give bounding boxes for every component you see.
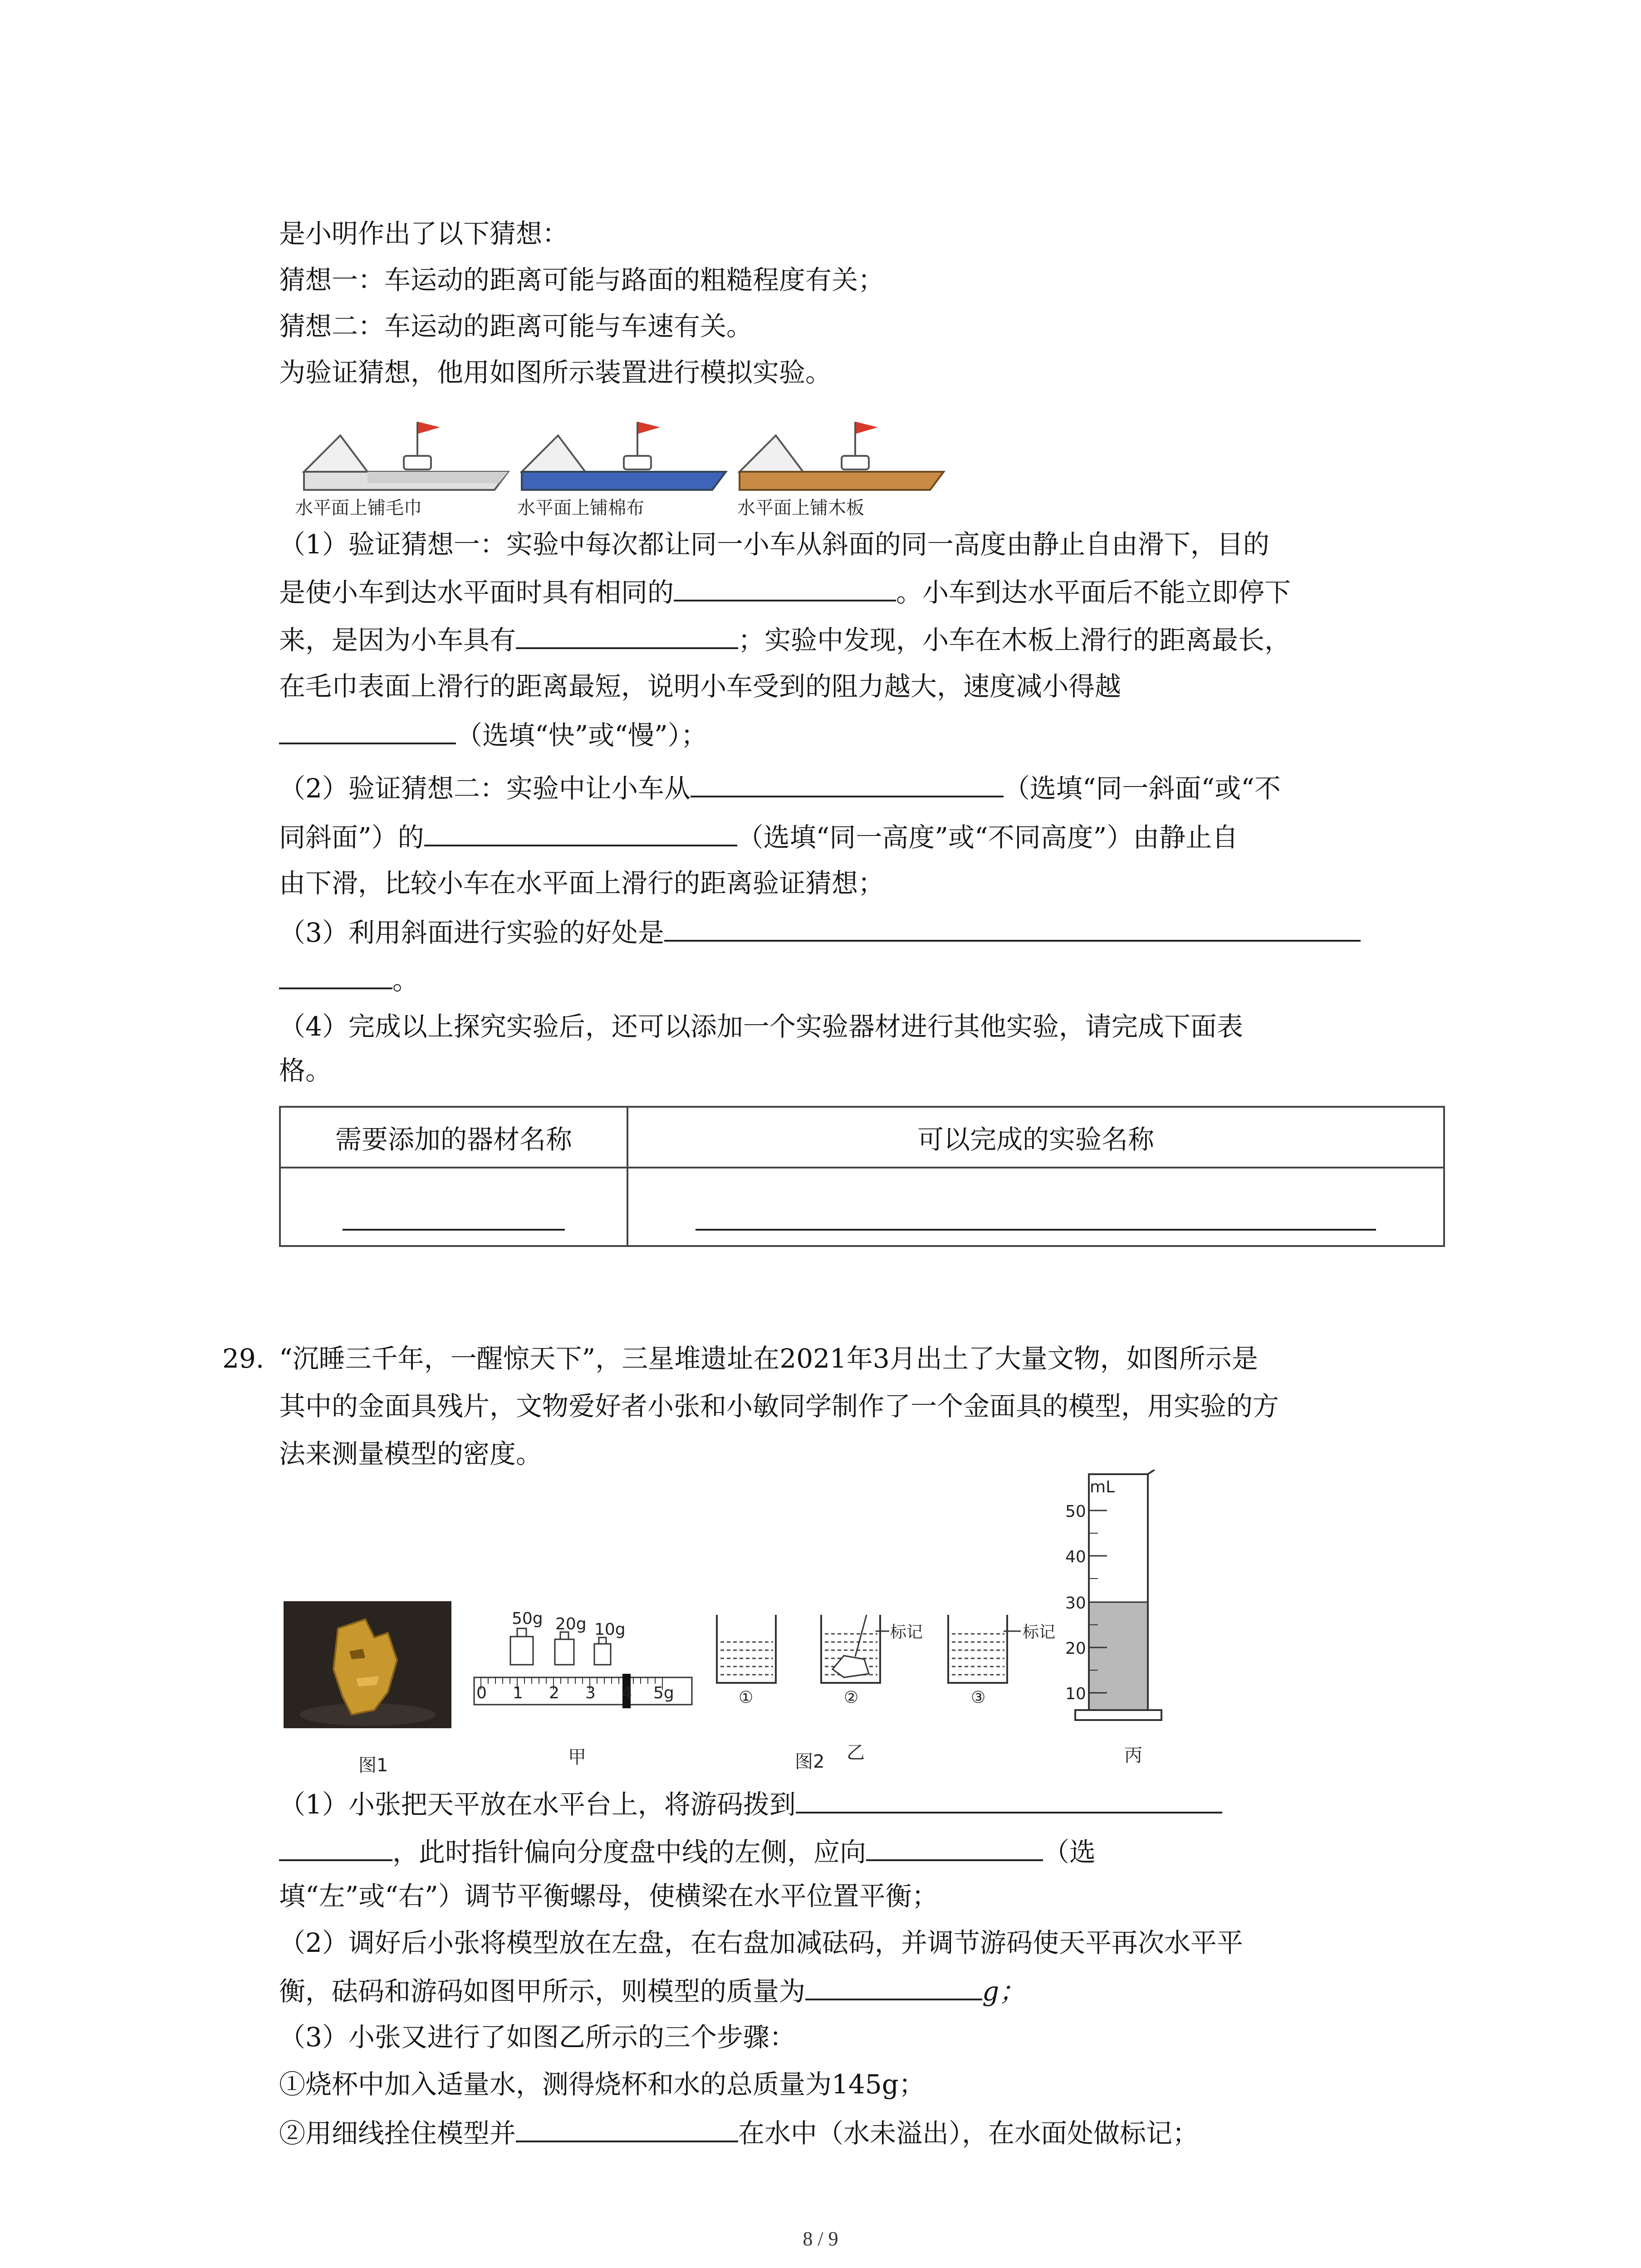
ruler-tick-1: 1 xyxy=(513,1684,523,1702)
q29-s2-c: g； xyxy=(982,1976,1026,2007)
answer-blank-benefit[interactable] xyxy=(664,915,1361,942)
fig-label-wood: 水平面上铺木板 xyxy=(737,498,864,518)
answer-blank-slope[interactable] xyxy=(691,771,1004,797)
q29-s1-line1 xyxy=(279,1787,1222,1820)
beakers-figure xyxy=(708,1606,1071,1715)
ramp-wood xyxy=(740,422,944,490)
answer-blank-zero-mark-cont[interactable] xyxy=(279,1835,392,1861)
q29-s2-a: （2）调好后小张将模型放在左盘，在右盘加减砝码，并调节游码使天平再次水平平 xyxy=(279,1927,1243,1958)
q29-line3: 法来测量模型的密度。 xyxy=(279,1438,543,1469)
q28-p2-c: 同斜面”）的 xyxy=(279,822,424,853)
q28-guess1: 猜想一：车运动的距离可能与路面的粗糙程度有关； xyxy=(279,264,885,295)
q28-p3-a: （3）利用斜面进行实验的好处是 xyxy=(279,917,664,948)
q29-s1-line2 xyxy=(279,1835,1096,1868)
q29-s2-b: 衡，砝码和游码如图甲所示，则模型的质量为 xyxy=(279,1976,806,2007)
q28-p1-b: 是使小车到达水平面时具有相同的 xyxy=(279,577,674,608)
ruler-tick-0: 0 xyxy=(476,1684,487,1702)
bing-caption: 丙 xyxy=(1124,1745,1142,1766)
ramp-towel xyxy=(304,422,508,490)
q29-s3-c: ②用细线拴住模型并 xyxy=(279,2118,516,2149)
weight-20g xyxy=(555,1632,574,1665)
beaker-num-3: ③ xyxy=(971,1688,986,1707)
answer-blank-benefit-cont[interactable] xyxy=(279,963,392,989)
answer-blank-experiment[interactable] xyxy=(696,1204,1376,1231)
weight-label-20g: 20g xyxy=(555,1615,587,1633)
q28-p1-d: 来，是因为小车具有 xyxy=(279,625,516,655)
q29-s3-b: ①烧杯中加入适量水，测得烧杯和水的总质量为145g； xyxy=(279,2069,925,2100)
q28-p3-line2 xyxy=(279,963,419,996)
q28-p1-c: 。小车到达水平面后不能立即停下 xyxy=(896,577,1291,608)
q29-s3-a: （3）小张又进行了如图乙所示的三个步骤： xyxy=(279,2022,796,2053)
q29-line1: “沉睡三千年，一醒惊天下”，三星堆遗址在2021年3月出土了大量文物，如图所示是 xyxy=(279,1343,1258,1374)
q28-p2-line2 xyxy=(279,820,1238,853)
cyl-tick-40: 40 xyxy=(1065,1548,1086,1566)
q28-p2-a: （2）验证猜想二：实验中让小车从 xyxy=(279,773,691,804)
cylinder-unit: mL xyxy=(1090,1478,1115,1496)
answer-blank-direction[interactable] xyxy=(866,1835,1043,1861)
q28-verify: 为验证猜想，他用如图所示装置进行模拟实验。 xyxy=(279,357,832,388)
cyl-tick-10: 10 xyxy=(1065,1685,1086,1703)
mark-label-2: 标记 xyxy=(890,1623,923,1642)
ruler-tick-2: 2 xyxy=(549,1684,559,1702)
answer-blank-mass[interactable] xyxy=(805,1974,982,2000)
q28-p2-line1 xyxy=(279,771,1281,804)
q28-p4-a: （4）完成以上探究实验后，还可以添加一个实验器材进行其他实验，请完成下面表 xyxy=(279,1011,1243,1042)
table-header-experiment: 可以完成的实验名称 xyxy=(627,1107,1444,1168)
fig2-caption: 图2 xyxy=(795,1751,825,1772)
q28-p1-e: ；实验中发现，小车在木板上滑行的距离最长， xyxy=(738,625,1291,655)
experiment-table xyxy=(279,1106,1445,1247)
q28-p2-d: （选填“同一高度”或“不同高度”）由静止自 xyxy=(737,822,1239,853)
mark-label-3: 标记 xyxy=(1023,1623,1056,1642)
q28-p1-a: （1）验证猜想一：实验中每次都让同一小车从斜面的同一高度由静止自由滑下，目的 xyxy=(279,529,1269,560)
q28-p2-e: 由下滑，比较小车在水平面上滑行的距离验证猜想； xyxy=(279,868,885,899)
fig-label-cotton: 水平面上铺棉布 xyxy=(517,498,644,518)
q28-p3-b: 。 xyxy=(392,965,419,996)
beaker-num-1: ① xyxy=(739,1688,754,1707)
q29-line2: 其中的金面具残片，文物爱好者小张和小敏同学制作了一个金面具的模型，用实验的方 xyxy=(279,1391,1279,1422)
q28-p2-b: （选填“同一斜面“或“不 xyxy=(1003,773,1281,804)
graduated-cylinder xyxy=(1071,1470,1180,1733)
q28-p1-line3 xyxy=(279,623,1291,656)
yi-caption: 乙 xyxy=(847,1742,865,1763)
q29-s1-c: （选 xyxy=(1043,1837,1096,1867)
q29-s1-d: 填“左”或“右”）调节平衡螺母，使横梁在水平位置平衡； xyxy=(279,1881,938,1911)
answer-blank-height[interactable] xyxy=(424,820,737,846)
beaker-num-2: ② xyxy=(844,1688,859,1707)
q29-s3-d: 在水中（水未溢出），在水面处做标记； xyxy=(738,2118,1199,2149)
q28-guess2: 猜想二：车运动的距离可能与车速有关。 xyxy=(279,311,753,342)
q28-p1-line2 xyxy=(279,575,1291,608)
ramp-cotton xyxy=(522,422,726,490)
fig-label-towel: 水平面上铺毛巾 xyxy=(295,498,422,518)
q28-p1-g: （选填“快”或“慢”）； xyxy=(456,720,707,751)
q28-p4-b: 格。 xyxy=(279,1055,332,1086)
beaker-2 xyxy=(821,1615,889,1683)
cyl-tick-30: 30 xyxy=(1065,1594,1086,1613)
beaker-3 xyxy=(948,1615,1021,1683)
answer-blank-zero-mark[interactable] xyxy=(796,1787,1222,1813)
answer-blank-immerse[interactable] xyxy=(516,2116,738,2142)
ruler-tick-4: 4 xyxy=(622,1684,632,1702)
ruler-tick-5g: 5g xyxy=(653,1684,674,1702)
jia-caption: 甲 xyxy=(568,1747,586,1768)
q29-s1-b: ，此时指针偏向分度盘中线的左侧，应向 xyxy=(392,1837,867,1867)
weight-label-10g: 10g xyxy=(594,1620,626,1639)
answer-blank-inertia[interactable] xyxy=(516,623,738,649)
fig1-caption: 图1 xyxy=(358,1755,388,1776)
table-row xyxy=(280,1168,1444,1246)
table-header-row xyxy=(280,1107,1444,1168)
q28-p1-f: 在毛巾表面上滑行的距离最短，说明小车受到的阻力越大，速度减小得越 xyxy=(279,671,1122,702)
cyl-tick-20: 20 xyxy=(1065,1639,1086,1658)
cyl-tick-50: 50 xyxy=(1065,1502,1086,1521)
q29-s1-a: （1）小张把天平放在水平台上，将游码拨到 xyxy=(279,1789,796,1820)
beaker-1 xyxy=(717,1615,776,1683)
q28-p3-line1 xyxy=(279,915,1361,948)
q29-s3-line3 xyxy=(279,2116,1199,2149)
q28-p1-line5 xyxy=(279,718,707,751)
table-cell-experiment xyxy=(627,1168,1444,1246)
table-header-equipment: 需要添加的器材名称 xyxy=(280,1107,627,1168)
weight-label-50g: 50g xyxy=(512,1609,543,1628)
weight-10g xyxy=(594,1637,611,1665)
page-number: 8 / 9 xyxy=(803,2228,838,2250)
q28-intro: 是小明作出了以下猜想： xyxy=(279,218,569,249)
weight-50g xyxy=(510,1628,533,1665)
answer-blank-same-speed[interactable] xyxy=(674,575,896,601)
answer-blank-fast-slow[interactable] xyxy=(279,718,456,744)
answer-blank-equipment[interactable] xyxy=(343,1204,565,1231)
gold-mask-photo xyxy=(284,1601,451,1728)
q29-number: 29. xyxy=(222,1343,265,1374)
q29-s2-line2 xyxy=(279,1974,1025,2007)
table-cell-equipment xyxy=(280,1168,627,1246)
ruler-tick-3: 3 xyxy=(585,1684,596,1702)
